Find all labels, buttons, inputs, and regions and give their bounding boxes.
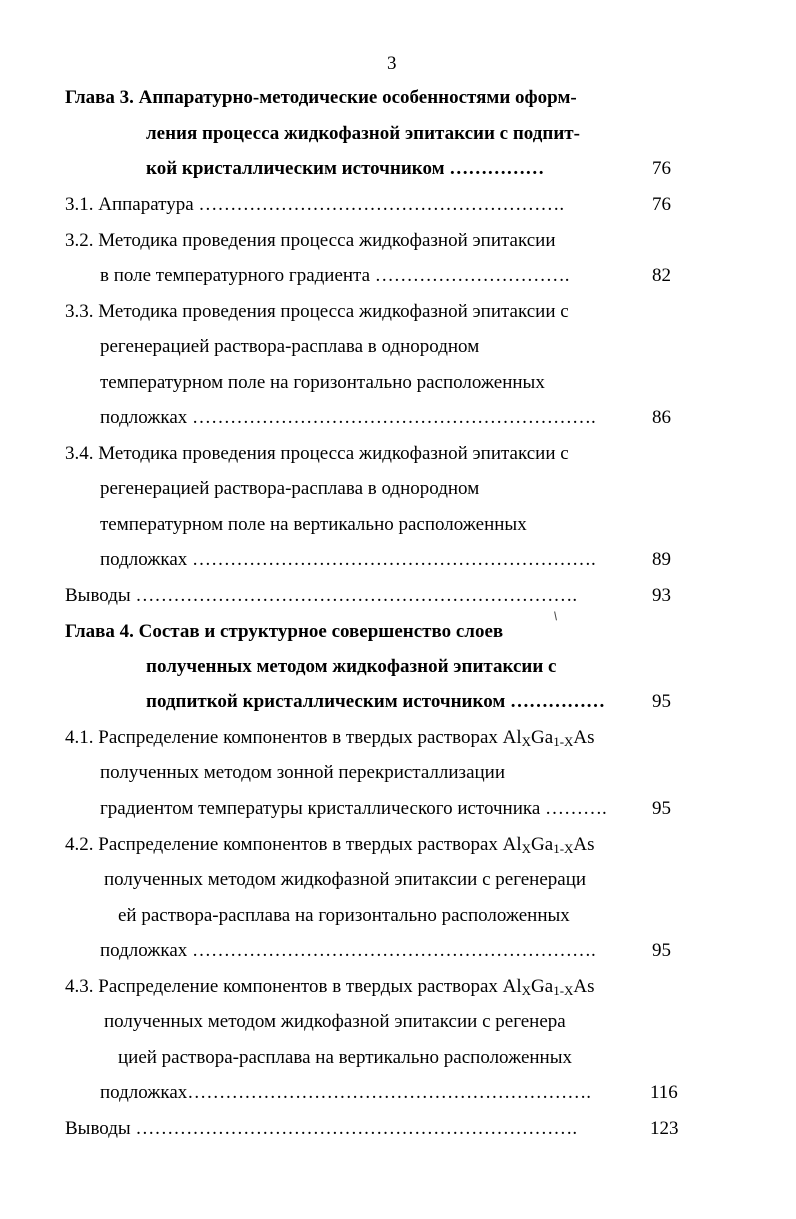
section-3-2-line-2: в поле температурного градиента …………………………. — [100, 265, 570, 286]
section-4-1-prefix: 4.1. Распределение компонентов в твердых растворах — [65, 727, 503, 748]
section-3-4-page: 89 — [652, 549, 671, 570]
formula-ga: Ga — [531, 727, 554, 748]
section-3-4-line-4: подложках ………………………………………………………. — [100, 549, 596, 570]
section-4-3-prefix: 4.3. Распределение компонентов в твердых растворах — [65, 976, 503, 997]
section-3-3-line-1: 3.3. Методика проведения процесса жидкофазной эпитаксии с — [65, 301, 569, 322]
formula-ga: Ga — [531, 834, 554, 855]
conclusions-3-line: Выводы ……………………………………………………………. — [65, 585, 578, 606]
formula-x: X — [521, 734, 532, 749]
section-4-3-page: 116 — [650, 1082, 678, 1103]
formula-1-x: 1-X — [553, 734, 574, 749]
section-4-1-page: 95 — [652, 798, 671, 819]
section-4-1-line-1 — [65, 726, 595, 750]
section-4-2-line-4: подложках ………………………………………………………. — [100, 940, 596, 961]
chapter-3-title-line-2: ления процесса жидкофазной эпитаксии с подпит- — [146, 123, 580, 144]
formula-al: Al — [502, 976, 522, 997]
section-4-2-line-2 — [104, 868, 645, 892]
section-3-4-line-2: регенерацией раствора-расплава в однородном — [100, 478, 480, 499]
chapter-4-page: 95 — [652, 691, 671, 712]
section-4-3-line-4: подложках………………………………………………………. — [100, 1082, 592, 1103]
section-4-3-line-2: полученных методом жидкофазной эпитаксии с регенера — [104, 1011, 566, 1032]
conclusions-4-page: 123 — [650, 1118, 679, 1139]
section-3-1-page: 76 — [652, 194, 671, 215]
formula-x: X — [521, 841, 532, 856]
chapter-4-title-line-2: полученных методом жидкофазной эпитаксии с — [146, 656, 557, 677]
section-4-2-line-1 — [65, 833, 595, 857]
section-3-2-page: 82 — [652, 265, 671, 286]
formula-al: Al — [502, 834, 522, 855]
formula-ga: Ga — [531, 976, 554, 997]
formula-x: X — [521, 983, 532, 998]
section-3-3-page: 86 — [652, 407, 671, 428]
section-3-3-line-2: регенерацией раствора-расплава в однородном — [100, 336, 480, 357]
section-4-2-line-2-text: полученных методом жидкофазной эпитаксии с регенераци — [104, 869, 587, 890]
formula-as: As — [573, 976, 595, 997]
section-4-3-line-3: цией раствора-расплава на вертикально расположенных — [118, 1047, 572, 1068]
chapter-4-title-line-1: Глава 4. Состав и структурное совершенство слоев — [65, 621, 504, 642]
section-4-3-line-1 — [65, 975, 595, 999]
chapter-3-page: 76 — [652, 158, 671, 179]
chapter-3-title-line-1: Глава 3. Аппаратурно-методические особенностями оформ- — [65, 87, 577, 108]
conclusions-4-line: Выводы ……………………………………………………………. — [65, 1118, 578, 1139]
formula-1-x: 1-X — [553, 983, 574, 998]
section-4-2-prefix: 4.2. Распределение компонентов в твердых растворах — [65, 834, 503, 855]
section-3-1-line-1: 3.1. Аппаратура …………………………………………………. — [65, 194, 565, 215]
formula-as: As — [573, 834, 595, 855]
formula-1-x: 1-X — [553, 841, 574, 856]
section-3-2-line-1: 3.2. Методика проведения процесса жидкофазной эпитаксии — [65, 230, 556, 251]
section-4-1-line-2: полученных методом зонной перекристаллизации — [100, 762, 506, 783]
chapter-3-title-line-3: кой кристаллическим источником …………… — [146, 158, 545, 179]
chapter-4-title-line-3: подпиткой кристаллическим источником …………… — [146, 691, 606, 712]
scan-mark — [554, 611, 561, 621]
section-4-1-line-3: градиентом температуры кристаллического источника ………. — [100, 798, 607, 819]
conclusions-3-page: 93 — [652, 585, 671, 606]
section-3-3-line-3: температурном поле на горизонтально расположенных — [100, 372, 545, 393]
formula-al: Al — [502, 727, 522, 748]
page-number: 3 — [387, 53, 397, 74]
section-3-4-line-1: 3.4. Методика проведения процесса жидкофазной эпитаксии с — [65, 443, 569, 464]
section-4-2-page: 95 — [652, 940, 671, 961]
formula-as: As — [573, 727, 595, 748]
section-3-3-line-4: подложках ………………………………………………………. — [100, 407, 596, 428]
section-4-2-line-3: ей раствора-расплава на горизонтально расположенных — [118, 905, 570, 926]
section-3-4-line-3: температурном поле на вертикально расположенных — [100, 514, 527, 535]
